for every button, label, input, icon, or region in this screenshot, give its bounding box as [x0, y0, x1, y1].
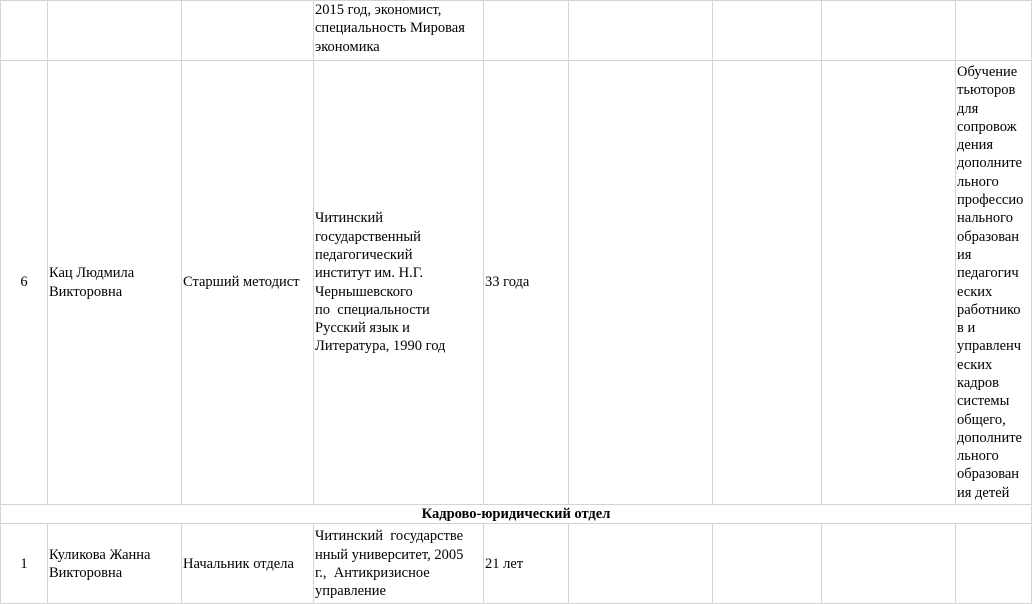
- empty-cell: [569, 1, 713, 61]
- empty-cell: [822, 61, 956, 505]
- empty-cell: [713, 524, 822, 604]
- experience-cell: [484, 1, 569, 61]
- experience-cell: 21 лет: [484, 524, 569, 604]
- table-row: [1, 61, 1032, 505]
- position-cell: [182, 1, 314, 61]
- empty-cell: [569, 61, 713, 505]
- experience-cell: 33 года: [484, 61, 569, 505]
- empty-cell: [822, 1, 956, 61]
- section-header-row: [1, 505, 1032, 524]
- row-number-cell: [1, 1, 48, 61]
- table-row: [1, 1, 1032, 61]
- row-number-cell: 6: [1, 61, 48, 505]
- position-cell: Старший методист: [182, 61, 314, 505]
- training-cell: Обучение тьюторов для сопровож дения дополните льного профессио нального образован ия педагогич еских работнико в и управленч еских кадров системы общего, дополните льного образован ия детей: [956, 61, 1032, 505]
- row-number-cell: 1: [1, 524, 48, 604]
- table-row: [1, 524, 1032, 604]
- position-cell: Начальник отдела: [182, 524, 314, 604]
- section-title: Кадрово-юридический отдел: [1, 505, 1032, 524]
- empty-cell: [822, 524, 956, 604]
- education-cell: Читинский государстве нный университет, 2005 г., Антикризисное управление: [314, 524, 484, 604]
- education-cell: Читинский государственный педагогический институт им. Н.Г. Чернышевского по специальности Русский язык и Литература, 1990 год: [314, 61, 484, 505]
- empty-cell: [713, 1, 822, 61]
- empty-cell: [569, 524, 713, 604]
- name-cell: [48, 1, 182, 61]
- training-cell: [956, 1, 1032, 61]
- name-cell: Кац Людмила Викторовна: [48, 61, 182, 505]
- name-cell: Куликова Жанна Викторовна: [48, 524, 182, 604]
- training-cell: [956, 524, 1032, 604]
- empty-cell: [713, 61, 822, 505]
- education-cell: 2015 год, экономист, специальность Мировая экономика: [314, 1, 484, 61]
